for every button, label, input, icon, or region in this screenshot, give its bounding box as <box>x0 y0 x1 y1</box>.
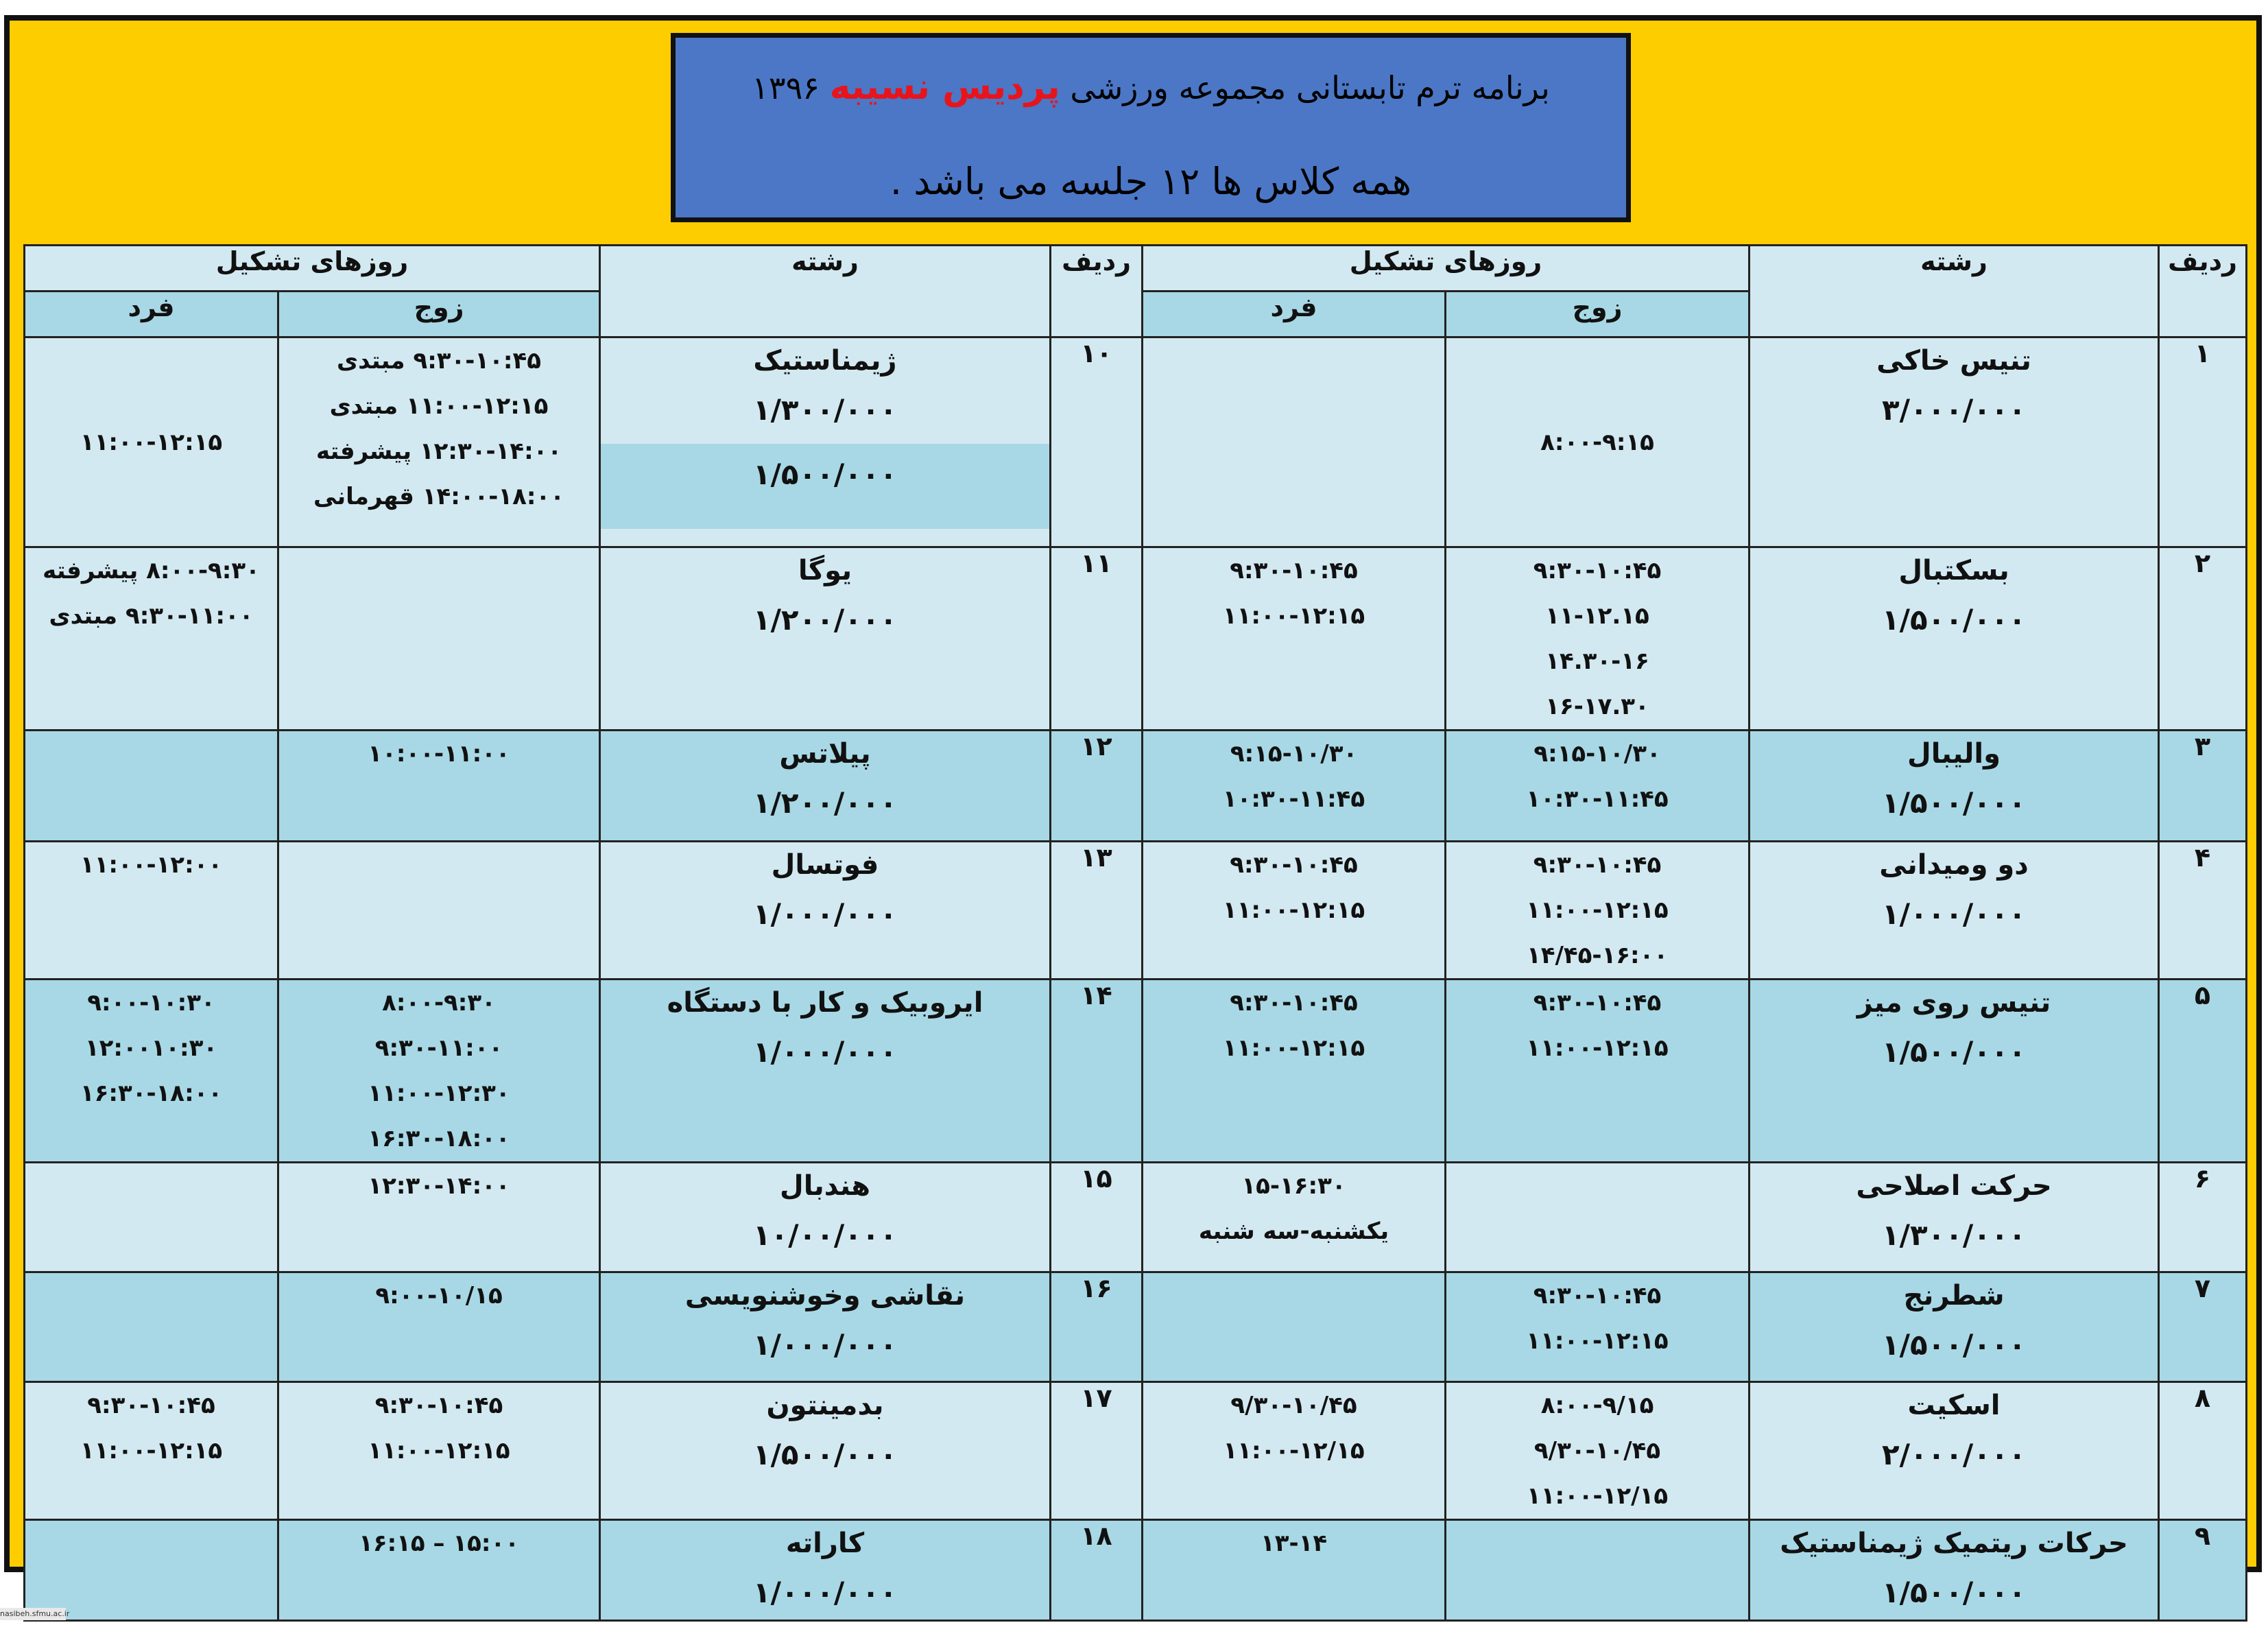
time-slot: ۱۱:۰۰-۱۲:۳۰ <box>368 1080 510 1107</box>
time-slot: ۱۰:۰۰-۱۱:۰۰ <box>368 740 510 768</box>
time-slot: ۹:۳۰-۱۰:۴۵ <box>1230 989 1358 1017</box>
odd-days-cell <box>1143 731 1446 842</box>
even-days-cell <box>278 980 600 1163</box>
time-slot: ۹:۳۰-۱۱:۰۰ <box>374 1034 503 1062</box>
time-slot: ۹:۳۰-۱۰:۴۵ مبتدی <box>337 347 542 375</box>
row-number <box>1051 842 1143 980</box>
sport-price: ۱/۳۰۰/۰۰۰ <box>752 393 898 427</box>
time-slot: ۹:۳۰-۱۰:۴۵ <box>1533 851 1662 879</box>
odd-days-cell <box>1143 980 1446 1163</box>
sport-price: ۱/۳۰۰/۰۰۰ <box>1881 1218 2027 1252</box>
time-slot: ۱۱:۰۰-۱۲:۱۵ <box>1526 1034 1669 1062</box>
table-row <box>25 980 2247 1163</box>
odd-days-cell <box>25 731 278 842</box>
time-slot: ۱۲:۰۰۱۰:۳۰ <box>84 1034 218 1062</box>
time-slot: ۱۱:۰۰-۱۲:۱۵ <box>80 428 223 456</box>
odd-days-cell <box>25 337 278 547</box>
sport-name: پیلاتس <box>779 738 871 770</box>
time-slot: ۹:۳۰-۱۱:۰۰ مبتدی <box>49 602 254 630</box>
row-number-text: ۱۵ <box>1080 1163 1112 1194</box>
odd-days-cell <box>1143 1163 1446 1272</box>
col-header-even-2: زوج <box>278 292 600 337</box>
row-number-text: ۲ <box>2194 548 2211 578</box>
sport-price: ۱/۰۰۰/۰۰۰ <box>752 1328 898 1362</box>
col-header-odd: فرد <box>1143 292 1446 337</box>
row-number-text: ۶ <box>2194 1163 2211 1194</box>
time-slot: ۱۱:۰۰-۱۲:۱۵ مبتدی <box>329 392 549 420</box>
row-number <box>2159 980 2247 1163</box>
sport-cell <box>1750 842 2159 980</box>
sport-name: حرکات ریتمیک ژیمناستیک <box>1780 1528 2128 1559</box>
row-number <box>1051 980 1143 1163</box>
time-slot: ۹/۳۰-۱۰/۴۵ <box>1533 1437 1661 1464</box>
time-slot: ۱۶-۱۷.۳۰ <box>1545 693 1649 720</box>
row-number-text: ۱۱ <box>1080 548 1112 578</box>
sport-cell <box>1750 731 2159 842</box>
sport-cell <box>1750 1382 2159 1520</box>
time-slot: ۱۰:۳۰-۱۱:۴۵ <box>1526 785 1669 813</box>
sport-price: ۱۰/۰۰/۰۰۰ <box>752 1218 898 1252</box>
sport-price: ۲/۰۰۰/۰۰۰ <box>1881 1438 2027 1471</box>
sport-price: ۱/۵۰۰/۰۰۰ <box>1881 1576 2027 1609</box>
sport-price-secondary: ۱/۵۰۰/۰۰۰ <box>752 458 898 491</box>
time-slot: ۸:۰۰-۹:۳۰ <box>382 989 496 1017</box>
sport-name: کاراته <box>785 1528 865 1559</box>
sport-name: حرکت اصلاحی <box>1856 1170 2052 1202</box>
row-number-text: ۹ <box>2194 1521 2211 1551</box>
sport-name: هندبال <box>780 1170 870 1202</box>
odd-days-cell <box>1143 337 1446 547</box>
odd-days-cell <box>1143 1272 1446 1382</box>
row-number-text: ۱ <box>2194 338 2211 368</box>
table-row <box>25 731 2247 842</box>
row-number <box>2159 1382 2247 1520</box>
sport-name: ژیمناستیک <box>753 345 897 377</box>
table-row <box>25 1163 2247 1272</box>
row-number <box>1051 731 1143 842</box>
row-number <box>1051 337 1143 547</box>
sport-cell <box>600 731 1051 842</box>
sport-cell <box>1750 337 2159 547</box>
sport-cell <box>600 1382 1051 1520</box>
sport-price: ۱/۵۰۰/۰۰۰ <box>1881 1328 2027 1362</box>
col-header-row-2: ردیف <box>1051 246 1143 337</box>
even-days-cell <box>1446 1520 1750 1621</box>
odd-days-cell <box>25 842 278 980</box>
sport-name: نقاشی وخوشنویسی <box>684 1280 966 1312</box>
title-year: ۱۳۹۶ <box>752 69 830 106</box>
time-slot: ۱۱-۱۲.۱۵ <box>1545 602 1649 630</box>
even-days-cell <box>1446 1272 1750 1382</box>
row-number <box>2159 731 2247 842</box>
even-days-cell <box>278 1520 600 1621</box>
time-slot: ۱۱:۰۰-۱۲/۱۵ <box>1223 1437 1365 1464</box>
row-number <box>1051 1520 1143 1621</box>
time-slot: ۹:۳۰-۱۰:۴۵ <box>1533 557 1662 584</box>
secondary-price-box <box>601 444 1049 529</box>
odd-days-cell <box>25 1163 278 1272</box>
time-slot: ۱۳-۱۴ <box>1260 1530 1328 1557</box>
even-days-cell <box>278 547 600 731</box>
odd-days-cell <box>1143 1520 1446 1621</box>
even-days-cell <box>1446 337 1750 547</box>
sport-cell <box>600 1520 1051 1621</box>
time-slot: ۹:۳۰-۱۰:۴۵ <box>1230 557 1358 584</box>
row-number-text: ۱۷ <box>1080 1383 1112 1413</box>
time-slot: ۸:۰۰-۹/۱۵ <box>1540 1392 1654 1419</box>
row-number <box>1051 1272 1143 1382</box>
table-header <box>25 246 2247 337</box>
table-row <box>25 337 2247 547</box>
row-number-text: ۱۶ <box>1080 1273 1112 1303</box>
time-slot: ۹:۳۰-۱۰:۴۵ <box>1230 851 1358 879</box>
sport-name: تنیس خاکی <box>1876 345 2031 377</box>
table-row <box>25 1272 2247 1382</box>
sport-cell <box>1750 980 2159 1163</box>
table-row <box>25 547 2247 731</box>
sport-price: ۱/۰۰۰/۰۰۰ <box>752 897 898 931</box>
odd-days-cell <box>1143 547 1446 731</box>
sport-price: ۱/۵۰۰/۰۰۰ <box>1881 786 2027 820</box>
time-slot: ۹:۳۰-۱۰:۴۵ <box>87 1392 215 1419</box>
sport-cell <box>1750 547 2159 731</box>
odd-days-cell <box>25 1520 278 1621</box>
even-days-cell <box>1446 980 1750 1163</box>
row-number <box>2159 337 2247 547</box>
row-number-text: ۱۰ <box>1080 338 1112 368</box>
sport-price: ۱/۰۰۰/۰۰۰ <box>1881 897 2027 931</box>
time-slot: ۹:۳۰-۱۰:۴۵ <box>374 1392 503 1419</box>
sport-price: ۱/۵۰۰/۰۰۰ <box>752 1438 898 1471</box>
row-number-text: ۷ <box>2194 1273 2211 1303</box>
time-slot: ۱۵-۱۶:۳۰ <box>1241 1172 1346 1200</box>
row-number <box>1051 547 1143 731</box>
sport-price: ۱/۲۰۰/۰۰۰ <box>752 603 898 637</box>
col-header-sport-2: رشته <box>600 246 1051 337</box>
sport-cell <box>1750 1520 2159 1621</box>
row-number-text: ۸ <box>2194 1383 2211 1413</box>
sport-price: ۱/۰۰۰/۰۰۰ <box>752 1576 898 1609</box>
row-number-text: ۱۸ <box>1080 1521 1112 1551</box>
time-slot: ۹:۱۵-۱۰/۳۰ <box>1533 740 1661 768</box>
time-slot: ۱۱:۰۰-۱۲:۱۵ <box>1222 602 1365 630</box>
time-slot: ۱۰:۳۰-۱۱:۴۵ <box>1222 785 1365 813</box>
sport-name: والیبال <box>1907 738 2001 770</box>
title-box <box>671 33 1631 222</box>
sport-name: یوگا <box>798 555 852 586</box>
time-slot: ۱۴/۴۵-۱۶:۰۰ <box>1526 942 1669 969</box>
time-slot: ۱۱:۰۰-۱۲:۱۵ <box>1222 897 1365 924</box>
time-slot: ۱۱:۰۰-۱۲/۱۵ <box>1526 1482 1669 1510</box>
sport-price: ۱/۰۰۰/۰۰۰ <box>752 1035 898 1069</box>
sport-cell <box>600 1272 1051 1382</box>
even-days-cell <box>1446 1163 1750 1272</box>
col-header-odd-2: فرد <box>25 292 278 337</box>
odd-days-cell <box>1143 842 1446 980</box>
col-header-sport: رشته <box>1750 246 2159 337</box>
table-row <box>25 1382 2247 1520</box>
col-header-row: ردیف <box>2159 246 2247 337</box>
sport-name: دو ومیدانی <box>1879 849 2029 881</box>
even-days-cell <box>1446 731 1750 842</box>
row-number-text: ۱۴ <box>1080 980 1112 1010</box>
even-days-cell <box>1446 547 1750 731</box>
time-slot: ۹:۳۰-۱۰:۴۵ <box>1533 1282 1662 1309</box>
even-days-cell <box>278 842 600 980</box>
row-number <box>2159 1520 2247 1621</box>
page-subtitle: همه کلاس ها ۱۲ جلسه می باشد . <box>890 160 1412 203</box>
time-slot: ۹:۱۵-۱۰/۳۰ <box>1230 740 1358 768</box>
time-slot: ۹:۳۰-۱۰:۴۵ <box>1533 989 1662 1017</box>
col-header-even: زوج <box>1446 292 1750 337</box>
row-number <box>2159 1272 2247 1382</box>
sport-name: ایروبیک و کار با دستگاه <box>667 987 983 1019</box>
sport-name: بسکتبال <box>1898 555 2009 586</box>
sport-cell <box>600 842 1051 980</box>
row-number-text: ۳ <box>2194 731 2211 761</box>
row-number-text: ۱۲ <box>1080 731 1112 761</box>
site-logo: nasibeh.sfmu.ac.ir <box>0 1608 66 1620</box>
sport-name: تنیس روی میز <box>1857 987 2051 1019</box>
time-slot: ۱۲:۳۰-۱۴:۰۰ پیشرفته <box>315 438 562 465</box>
time-slot: ۹:۰۰-۱۰/۱۵ <box>375 1282 503 1309</box>
sport-price: ۳/۰۰۰/۰۰۰ <box>1881 393 2027 427</box>
even-days-cell <box>278 337 600 547</box>
time-slot: ۱۱:۰۰-۱۲:۱۵ <box>1222 1034 1365 1062</box>
row-number <box>2159 1163 2247 1272</box>
row-number-text: ۱۳ <box>1080 842 1112 873</box>
sport-price: ۱/۵۰۰/۰۰۰ <box>1881 603 2027 637</box>
time-slot: ۱۴:۰۰-۱۸:۰۰ قهرمانی <box>313 483 565 510</box>
title-highlight: پردیس نسیبه <box>829 67 1060 108</box>
row-number <box>1051 1163 1143 1272</box>
table-row <box>25 1520 2247 1621</box>
sport-cell <box>1750 1163 2159 1272</box>
sport-name: بدمینتون <box>766 1390 884 1421</box>
even-days-cell <box>1446 1382 1750 1520</box>
table-row <box>25 842 2247 980</box>
time-slot: ۸:۰۰-۹:۳۰ پیشرفته <box>43 557 260 584</box>
time-slot: ۱۴.۳۰-۱۶ <box>1545 648 1649 675</box>
schedule-table <box>23 244 2247 1622</box>
time-slot: ۱۲:۳۰-۱۴:۰۰ <box>368 1172 510 1200</box>
even-days-cell <box>278 1272 600 1382</box>
col-header-days: روزهای تشکیل <box>1143 246 1750 292</box>
sport-cell <box>1750 1272 2159 1382</box>
odd-days-cell <box>25 1272 278 1382</box>
title-prefix: برنامه ترم تابستانی مجموعه ورزشی <box>1060 69 1550 106</box>
time-slot: ۱۶:۳۰-۱۸:۰۰ <box>368 1125 510 1152</box>
odd-days-cell <box>25 547 278 731</box>
odd-days-cell <box>25 1382 278 1520</box>
time-slot: ۹/۳۰-۱۰/۴۵ <box>1230 1392 1357 1419</box>
even-days-cell <box>278 1163 600 1272</box>
row-number <box>2159 547 2247 731</box>
col-header-days-2: روزهای تشکیل <box>25 246 600 292</box>
sport-price: ۱/۲۰۰/۰۰۰ <box>752 786 898 820</box>
row-number-text: ۴ <box>2194 842 2211 873</box>
time-slot: ۱۱:۰۰-۱۲:۱۵ <box>1526 1327 1669 1355</box>
sport-price: ۱/۵۰۰/۰۰۰ <box>1881 1035 2027 1069</box>
row-number <box>2159 842 2247 980</box>
even-days-cell <box>278 1382 600 1520</box>
time-slot: یکشنبه-سه شنبه <box>1198 1218 1389 1245</box>
time-slot: ۹:۰۰-۱۰:۳۰ <box>87 989 215 1017</box>
odd-days-cell <box>25 980 278 1163</box>
sport-name: اسکیت <box>1907 1390 2001 1421</box>
time-slot: ۱۶:۳۰-۱۸:۰۰ <box>80 1080 223 1107</box>
even-days-cell <box>278 731 600 842</box>
table-body <box>25 337 2247 1621</box>
sport-name: فوتسال <box>771 849 879 881</box>
sport-cell <box>600 547 1051 731</box>
time-slot: ۱۱:۰۰-۱۲:۱۵ <box>1526 897 1669 924</box>
sport-name: شطرنج <box>1903 1280 2005 1312</box>
page-title <box>676 67 1626 108</box>
time-slot: ۱۱:۰۰-۱۲:۱۵ <box>80 1437 223 1464</box>
time-slot: ۱۱:۰۰-۱۲:۱۵ <box>368 1437 510 1464</box>
even-days-cell <box>1446 842 1750 980</box>
sport-cell <box>600 980 1051 1163</box>
time-slot: ۱۵:۰۰ – ۱۶:۱۵ <box>359 1530 519 1557</box>
row-number <box>1051 1382 1143 1520</box>
sport-cell <box>600 337 1051 547</box>
odd-days-cell <box>1143 1382 1446 1520</box>
sport-cell <box>600 1163 1051 1272</box>
time-slot: ۸:۰۰-۹:۱۵ <box>1540 428 1654 456</box>
row-number-text: ۵ <box>2194 980 2211 1010</box>
time-slot: ۱۱:۰۰-۱۲:۰۰ <box>80 851 223 879</box>
